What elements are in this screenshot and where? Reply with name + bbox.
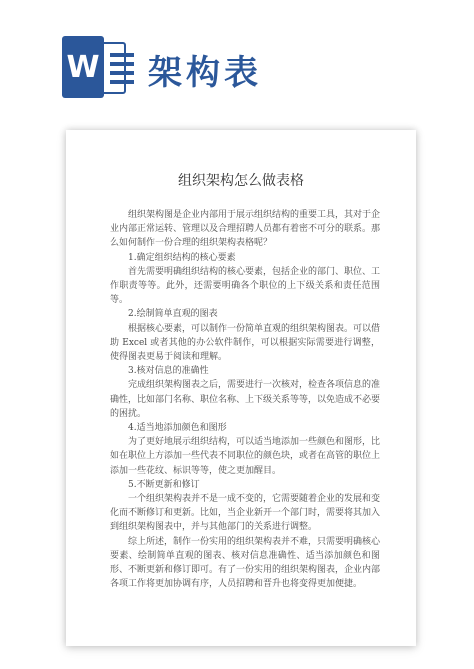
section-paragraph-5: 一个组织架构表并不是一成不变的，它需要随着企业的发展和变化而不断修订和更新。比如，当企业新开一个部门时，需要将其加入到组织架构图表中，并与其他部门的关系进行调整。 [110,494,381,533]
section-heading-3: 3.核对信息的准确性 [128,366,209,377]
section-heading-5: 5.不断更新和修订 [128,479,200,490]
word-icon-letter: W [62,36,104,98]
intro-paragraph: 组织架构图是企业内部用于展示组织结构的重要工具，其对于企业内部正常运转、管理以及合理招聘人员都有着密不可分的联系。那么如何制作一份合理的组织架构表格呢？ [110,210,381,249]
section-paragraph-2: 根据核心要素，可以制作一份简单直观的组织架构图表。可以借助 Excel 或者其他的办公软件制作，可以根据实际需要进行调整，使得图表更易于阅读和理解。 [110,323,381,363]
section-paragraph-1: 首先需要明确组织结构的核心要素，包括企业的部门、职位、工作职责等等。此外，还需要明确各个职位的上下级关系和责任范围等。 [110,266,381,306]
header-banner [0,0,474,120]
section-paragraph-4: 为了更好地展示组织结构，可以适当地添加一些颜色和图形，比如在职位上方添加一些代表不同职位的颜色块，或者在高管的职位上添加一些花纹、标识等等，使之更加醒目。 [110,437,381,476]
section-heading-1: 1.确定组织结构的核心要素 [128,252,236,263]
document-body [110,208,380,591]
section-heading-4: 4.适当地添加颜色和图形 [128,423,227,434]
section-heading-2: 2.绘制简单直观的图表 [128,309,218,320]
document-page [66,130,416,646]
document-title: 组织架构怎么做表格 [178,173,304,189]
word-document-icon [62,36,130,98]
section-paragraph-3: 完成组织架构图表之后，需要进行一次核对，检查各项信息的准确性，比如部门名称、职位名称、上下级关系等等，以免造成不必要的困扰。 [110,380,381,419]
banner-title: 架构表 [148,53,262,93]
conclusion-paragraph: 综上所述，制作一份实用的组织架构表并不难，只需要明确核心要素、绘制简单直观的图表、核对信息准确性、适当添加颜色和图形、不断更新和修订即可。有了一份实用的组织架构图表，企业内部各项工作将更加协调有序，人员招聘和晋升也将变得更加便捷。 [110,536,381,590]
